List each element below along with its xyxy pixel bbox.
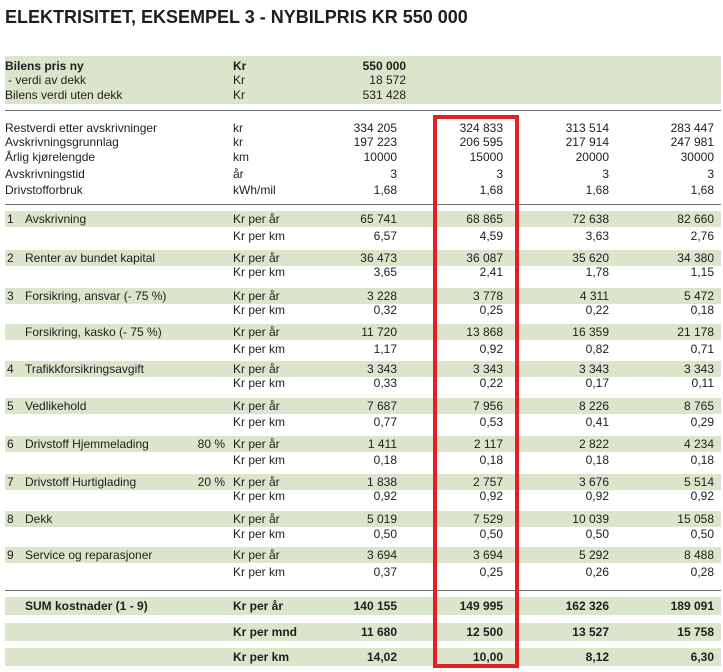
parameter-row xyxy=(0,135,723,149)
value-cell: 0,18 xyxy=(373,453,397,467)
value-cell: 35 620 xyxy=(572,251,609,265)
value-cell: 12 500 xyxy=(466,625,503,639)
row-label: Service og reparasjoner xyxy=(25,548,153,562)
parameter-row xyxy=(0,150,723,164)
page-title: ELEKTRISITET, EKSEMPEL 3 - NYBILPRIS KR 550 000 xyxy=(5,7,468,27)
value-cell: 334 205 xyxy=(353,121,397,135)
unit-label: Kr per år xyxy=(233,512,280,526)
value-cell: 0,92 xyxy=(373,489,397,503)
unit-label: år xyxy=(233,167,244,181)
unit-label: Kr per km xyxy=(233,303,286,317)
value-cell: 531 428 xyxy=(362,88,406,102)
value-cell: 0,37 xyxy=(373,565,397,579)
item-number: 2 xyxy=(7,251,14,265)
unit-label: Kr per år xyxy=(233,251,280,265)
item-number: 1 xyxy=(7,212,14,226)
cost-item-sub-row xyxy=(0,342,723,356)
value-cell: 3 343 xyxy=(366,362,397,376)
row-label: Avskrivning xyxy=(25,212,87,226)
unit-label: Kr per år xyxy=(233,212,280,226)
unit-label: Kr per km xyxy=(233,376,286,390)
cost-item-row xyxy=(0,212,723,226)
cost-item-sub-row xyxy=(0,453,723,467)
value-cell: 34 380 xyxy=(677,251,714,265)
value-cell: 6,30 xyxy=(690,650,714,664)
row-label: Bilens pris ny xyxy=(5,59,84,73)
row-label: - verdi av dekk xyxy=(8,73,87,87)
value-cell: 11 680 xyxy=(360,625,397,639)
value-cell: 14,02 xyxy=(366,650,397,664)
value-cell: 65 741 xyxy=(360,212,397,226)
row-label: Renter av bundet kapital xyxy=(25,251,156,265)
item-number: 7 xyxy=(7,475,14,489)
price-row xyxy=(0,88,723,102)
value-cell: 3 694 xyxy=(366,548,397,562)
unit-label: Kr per km xyxy=(233,342,286,356)
cost-item-row xyxy=(0,362,723,376)
total-row xyxy=(0,599,723,613)
value-cell: 5 514 xyxy=(683,475,714,489)
value-cell: 189 091 xyxy=(670,599,714,613)
value-cell: 0,41 xyxy=(585,415,609,429)
unit-label: Kr xyxy=(233,59,247,73)
value-cell: 247 981 xyxy=(670,135,714,149)
cost-item-sub-row xyxy=(0,527,723,541)
value-cell: 16 359 xyxy=(572,325,609,339)
value-cell: 5 019 xyxy=(366,512,397,526)
value-cell: 0,26 xyxy=(585,565,609,579)
value-cell: 3 xyxy=(496,167,503,181)
value-cell: 3 228 xyxy=(366,289,397,303)
row-label: Drivstofforbruk xyxy=(5,183,83,197)
unit-label: Kr per mnd xyxy=(233,625,298,639)
value-cell: 13 868 xyxy=(466,325,503,339)
value-cell: 5 292 xyxy=(578,548,609,562)
value-cell: 197 223 xyxy=(353,135,397,149)
value-cell: 20000 xyxy=(575,150,609,164)
value-cell: 4 311 xyxy=(579,289,609,303)
value-cell: 3,65 xyxy=(373,265,397,279)
value-cell: 13 527 xyxy=(572,625,609,639)
unit-label: kr xyxy=(233,135,243,149)
unit-label: Kr per år xyxy=(233,325,280,339)
unit-label: kr xyxy=(233,121,243,135)
value-cell: 0,33 xyxy=(373,376,397,390)
value-cell: 162 326 xyxy=(565,599,609,613)
value-cell: 3 778 xyxy=(472,289,503,303)
row-label: Restverdi etter avskrivninger xyxy=(5,121,158,135)
row-label: Drivstoff Hjemmelading xyxy=(25,437,149,451)
unit-label: Kr per år xyxy=(233,289,280,303)
cost-item-sub-row xyxy=(0,415,723,429)
item-number: 8 xyxy=(7,512,14,526)
value-cell: 10000 xyxy=(363,150,397,164)
value-cell: 0,25 xyxy=(479,565,503,579)
value-cell: 206 595 xyxy=(459,135,503,149)
value-cell: 1,68 xyxy=(690,183,714,197)
value-cell: 8,12 xyxy=(585,650,609,664)
value-cell: 1,78 xyxy=(585,265,609,279)
value-cell: 11 720 xyxy=(361,325,397,339)
row-label: Forsikring, kasko (- 75 %) xyxy=(25,325,162,339)
value-cell: 0,82 xyxy=(585,342,609,356)
value-cell: 21 178 xyxy=(677,325,714,339)
value-cell: 8 488 xyxy=(683,548,714,562)
value-cell: 6,57 xyxy=(373,229,397,243)
cost-item-row xyxy=(0,548,723,562)
value-cell: 324 833 xyxy=(459,121,503,135)
cost-item-sub-row xyxy=(0,303,723,317)
value-cell: 10 039 xyxy=(572,512,609,526)
highlight-box xyxy=(433,115,519,668)
value-cell: 283 447 xyxy=(670,121,714,135)
value-cell: 1,68 xyxy=(373,183,397,197)
total-row xyxy=(0,650,723,664)
share-label: 20 % xyxy=(197,475,225,489)
share-label: 80 % xyxy=(197,437,225,451)
value-cell: 0,18 xyxy=(690,303,714,317)
value-cell: 5 472 xyxy=(683,289,714,303)
item-number: 3 xyxy=(7,289,14,303)
value-cell: 68 865 xyxy=(466,212,503,226)
value-cell: 1 838 xyxy=(366,475,397,489)
row-label: SUM kostnader (1 - 9) xyxy=(25,599,148,613)
value-cell: 0,32 xyxy=(373,303,397,317)
cost-item-row xyxy=(0,399,723,413)
unit-label: Kr per km xyxy=(233,650,290,664)
value-cell: 72 638 xyxy=(572,212,609,226)
value-cell: 0,92 xyxy=(479,489,503,503)
value-cell: 3 694 xyxy=(472,548,503,562)
row-label: Vedlikehold xyxy=(25,399,87,413)
item-number: 4 xyxy=(7,362,14,376)
value-cell: 1,15 xyxy=(690,265,714,279)
parameter-row xyxy=(0,167,723,181)
value-cell: 3 676 xyxy=(578,475,609,489)
parameter-row xyxy=(0,183,723,197)
unit-label: Kr per år xyxy=(233,548,280,562)
value-cell: 10,00 xyxy=(472,650,503,664)
row-label: Årlig kjørelengde xyxy=(5,150,96,164)
value-cell: 0,53 xyxy=(479,415,503,429)
value-cell: 0,71 xyxy=(690,342,714,356)
value-cell: 82 660 xyxy=(677,212,714,226)
row-label: Forsikring, ansvar (- 75 %) xyxy=(25,289,167,303)
value-cell: 0,18 xyxy=(585,453,609,467)
item-number: 5 xyxy=(7,399,14,413)
price-row xyxy=(0,73,723,87)
value-cell: 3 xyxy=(390,167,397,181)
value-cell: 15 758 xyxy=(677,625,714,639)
total-row xyxy=(0,625,723,639)
unit-label: Kr xyxy=(233,88,245,102)
row-label: Drivstoff Hurtiglading xyxy=(25,475,137,489)
cost-item-row xyxy=(0,512,723,526)
unit-label: km xyxy=(233,150,249,164)
value-cell: 140 155 xyxy=(353,599,397,613)
unit-label: Kr per km xyxy=(233,229,286,243)
value-cell: 217 914 xyxy=(565,135,609,149)
price-row xyxy=(0,59,723,73)
value-cell: 0,25 xyxy=(479,303,503,317)
unit-label: Kr per km xyxy=(233,527,286,541)
value-cell: 1,17 xyxy=(373,342,397,356)
unit-label: Kr xyxy=(233,73,245,87)
value-cell: 0,77 xyxy=(373,415,397,429)
item-number: 9 xyxy=(7,548,14,562)
cost-item-row xyxy=(0,475,723,489)
value-cell: 0,50 xyxy=(373,527,397,541)
unit-label: Kr per år xyxy=(233,475,280,489)
value-cell: 0,50 xyxy=(585,527,609,541)
value-cell: 2,76 xyxy=(690,229,714,243)
value-cell: 15 058 xyxy=(677,512,714,526)
cost-item-sub-row xyxy=(0,229,723,243)
row-label: Avskrivningsgrunnlag xyxy=(5,135,119,149)
unit-label: Kr per år xyxy=(233,399,280,413)
value-cell: 0,28 xyxy=(690,565,714,579)
unit-label: kWh/mil xyxy=(233,183,276,197)
cost-item-sub-row xyxy=(0,565,723,579)
value-cell: 4 234 xyxy=(683,437,714,451)
unit-label: Kr per år xyxy=(233,437,280,451)
value-cell: 3 xyxy=(602,167,609,181)
value-cell: 3 xyxy=(707,167,714,181)
value-cell: 0,50 xyxy=(690,527,714,541)
value-cell: 3,63 xyxy=(585,229,609,243)
value-cell: 3 343 xyxy=(472,362,503,376)
value-cell: 0,92 xyxy=(690,489,714,503)
value-cell: 1,68 xyxy=(479,183,503,197)
value-cell: 8 765 xyxy=(683,399,714,413)
value-cell: 36 087 xyxy=(466,251,503,265)
cost-item-row xyxy=(0,437,723,451)
value-cell: 15000 xyxy=(469,150,503,164)
cost-item-sub-row xyxy=(0,489,723,503)
value-cell: 2 822 xyxy=(578,437,609,451)
value-cell: 149 995 xyxy=(459,599,503,613)
value-cell: 2 757 xyxy=(472,475,503,489)
cost-item-sub-row xyxy=(0,265,723,279)
value-cell: 7 956 xyxy=(472,399,503,413)
unit-label: Kr per år xyxy=(233,362,280,376)
value-cell: 550 000 xyxy=(362,59,406,73)
value-cell: 1,68 xyxy=(585,183,609,197)
row-label: Bilens verdi uten dekk xyxy=(5,88,123,102)
unit-label: Kr per km xyxy=(233,489,286,503)
value-cell: 0,11 xyxy=(691,376,714,390)
cost-item-row xyxy=(0,289,723,303)
row-label: Avskrivningstid xyxy=(5,167,85,181)
parameter-row xyxy=(0,121,723,135)
value-cell: 0,22 xyxy=(585,303,609,317)
value-cell: 0,18 xyxy=(479,453,503,467)
value-cell: 7 687 xyxy=(366,399,397,413)
unit-label: Kr per km xyxy=(233,565,286,579)
value-cell: 0,50 xyxy=(479,527,503,541)
value-cell: 0,17 xyxy=(585,376,609,390)
value-cell: 30000 xyxy=(680,150,714,164)
value-cell: 0,29 xyxy=(690,415,714,429)
value-cell: 36 473 xyxy=(360,251,397,265)
value-cell: 0,92 xyxy=(479,342,503,356)
unit-label: Kr per km xyxy=(233,453,286,467)
value-cell: 18 572 xyxy=(369,73,406,87)
unit-label: Kr per km xyxy=(233,415,286,429)
value-cell: 7 529 xyxy=(472,512,503,526)
value-cell: 2,41 xyxy=(479,265,503,279)
value-cell: 3 343 xyxy=(683,362,714,376)
value-cell: 0,22 xyxy=(479,376,503,390)
value-cell: 3 343 xyxy=(578,362,609,376)
value-cell: 8 226 xyxy=(578,399,609,413)
item-number: 6 xyxy=(7,437,14,451)
value-cell: 0,18 xyxy=(690,453,714,467)
unit-label: Kr per år xyxy=(233,599,284,613)
unit-label: Kr per km xyxy=(233,265,286,279)
cost-item-sub-row xyxy=(0,376,723,390)
value-cell: 1 411 xyxy=(367,437,397,451)
row-label: Dekk xyxy=(25,512,53,526)
value-cell: 2 117 xyxy=(473,437,503,451)
value-cell: 0,92 xyxy=(585,489,609,503)
value-cell: 313 514 xyxy=(565,121,609,135)
value-cell: 4,59 xyxy=(479,229,503,243)
cost-item-row xyxy=(0,251,723,265)
row-label: Trafikkforsikringsavgift xyxy=(25,362,144,376)
cost-item-row xyxy=(0,325,723,339)
